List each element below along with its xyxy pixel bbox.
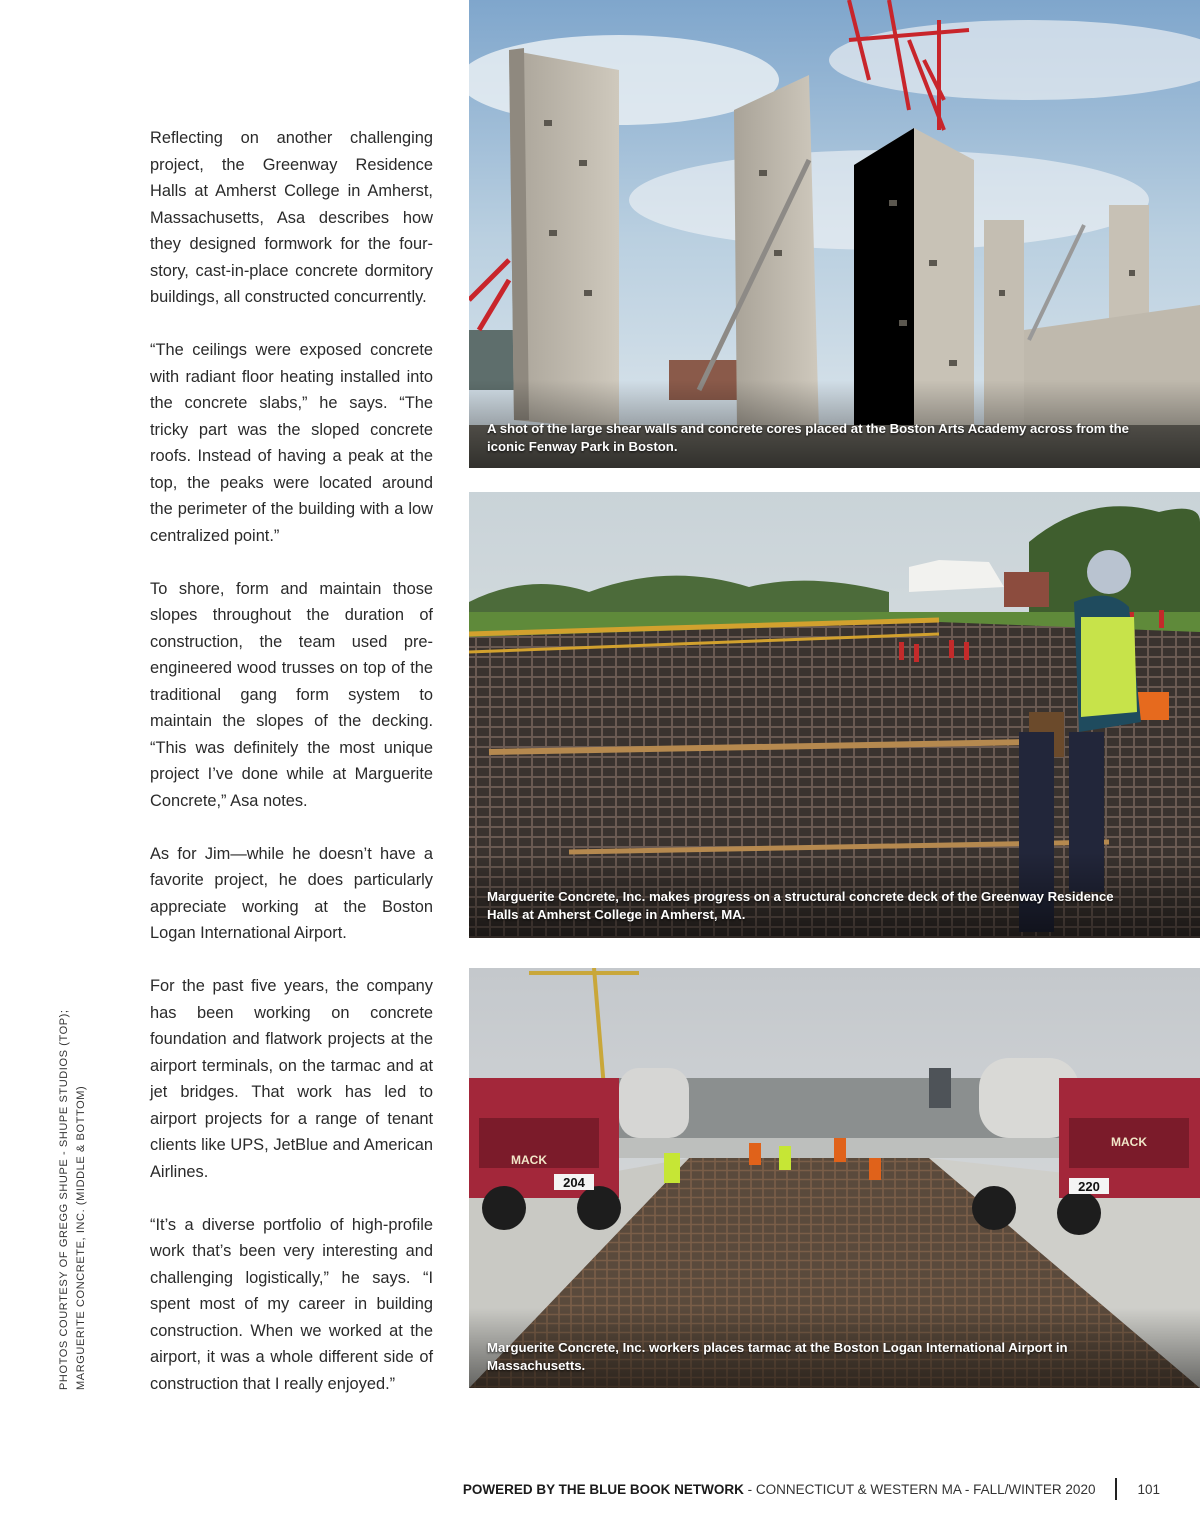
page-number: 101: [1137, 1481, 1160, 1497]
photo-caption: Marguerite Concrete, Inc. workers places tarmac at the Boston Logan International Airport in Massachusetts.: [487, 1340, 1068, 1373]
paragraph: For the past five years, the company has been working on concrete foundation and flatwork projects at the airport terminals, on the tarmac and at jet bridges. That work has led to airport projects for a range of tenant clients like UPS, JetBlue and American Airlines.: [150, 977, 433, 1181]
paragraph: “The ceilings were exposed concrete with radiant floor heating installed into the concrete slabs,” he says. “The tricky part was the sloped concrete roofs. Instead of having a peak at the top, the peaks were located around the perimeter of the building with a low centralized point.”: [150, 341, 433, 545]
shear-walls-image: [469, 0, 1200, 468]
paragraph: Reflecting on another challenging project, the Greenway Residence Halls at Amherst College in Amherst, Massachusetts, Asa describes how they designed formwork for the four-story, cast-in-place concrete dormitory buildings, all constructed concurrently.: [150, 129, 433, 306]
photo-airport-tarmac: [469, 968, 1200, 1388]
truck-brand: MACK: [511, 1153, 547, 1167]
photo-rebar-deck: [469, 492, 1200, 938]
truck-brand: MACK: [1111, 1135, 1147, 1149]
footer-brand: POWERED BY THE BLUE BOOK NETWORK: [462, 1481, 744, 1497]
paragraph: As for Jim—while he doesn’t have a favorite project, he does particularly appreciate working at the Boston Logan International Airport.: [150, 844, 433, 942]
footer-edition: - CONNECTICUT & WESTERN MA - FALL/WINTER 2020: [743, 1481, 1096, 1497]
truck-number: 204: [563, 1175, 585, 1190]
paragraph: “It’s a diverse portfolio of high-profile work that’s been very interesting and challenging logistically,” he says. “I spent most of my career in building construction. When we worked at the airport, it was a whole different side of construction that I really enjoyed.”: [150, 1215, 433, 1393]
photo-caption: A shot of the large shear walls and concrete cores placed at the Boston Arts Academy across from the iconic Fenway Park in Boston.: [487, 421, 1129, 454]
airport-tarmac-image: [469, 968, 1200, 1388]
article-body: [150, 125, 433, 1424]
photo-shear-walls: [469, 0, 1200, 468]
page-footer: [463, 1478, 1160, 1500]
truck-number: 220: [1078, 1179, 1100, 1194]
photo-credit-line: PHOTOS COURTESY OF GREGG SHUPE - SHUPE STUDIOS (TOP);: [58, 1009, 70, 1390]
rebar-deck-image: [469, 492, 1200, 938]
footer-divider: [1115, 1478, 1117, 1500]
photo-credit: [56, 1010, 90, 1390]
photo-credit-line: MARGUERITE CONCRETE, INC. (MIDDLE & BOTTOM): [75, 1085, 87, 1390]
paragraph: To shore, form and maintain those slopes throughout the duration of construction, the team used pre-engineered wood trusses on top of the traditional gang form system to maintain the slopes of the decking. “This was definitely the most unique project I’ve done while at Marguerite Concrete,” Asa notes.: [150, 579, 433, 810]
photo-caption: Marguerite Concrete, Inc. makes progress on a structural concrete deck of the Greenway Residence Halls at Amherst College in Amherst, MA.: [487, 889, 1114, 922]
